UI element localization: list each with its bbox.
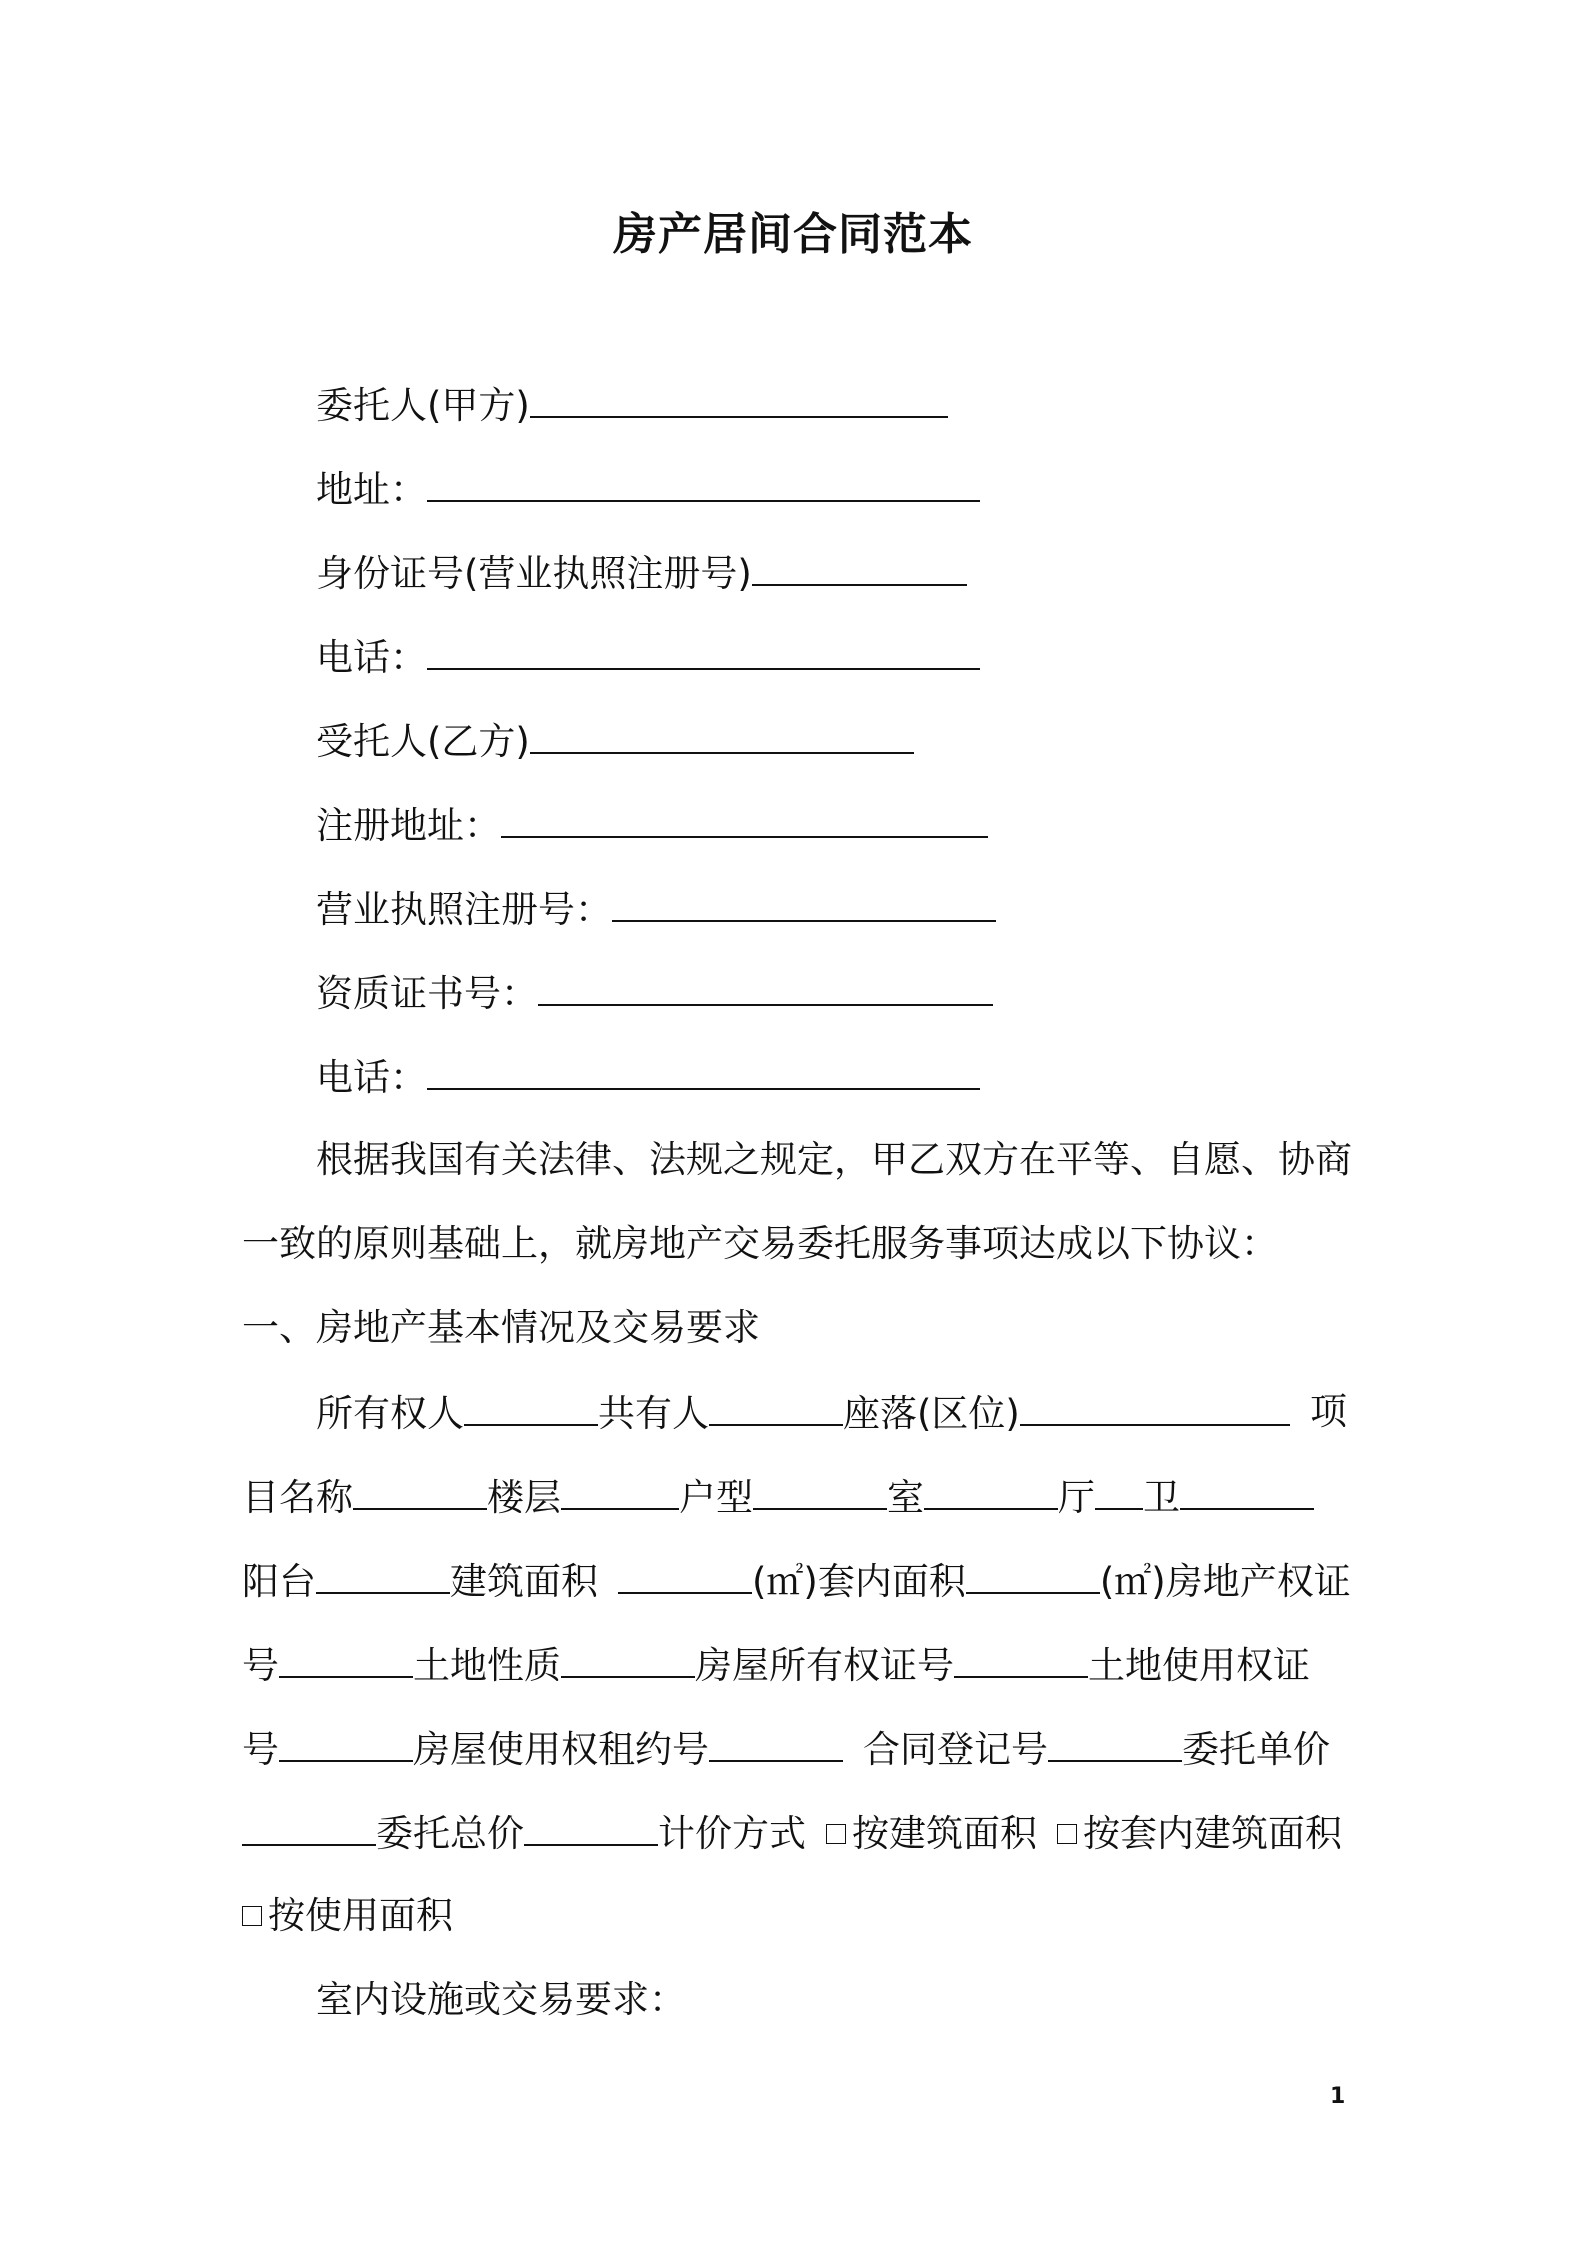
section-1-line-7: [242, 1890, 453, 1942]
inner-area-blank[interactable]: [966, 1554, 1100, 1594]
balcony-blank[interactable]: [316, 1554, 450, 1594]
party-a-address-label: 地址：: [316, 468, 427, 511]
party-b-license-line: [316, 882, 996, 936]
party-a-phone-line: [316, 630, 980, 684]
party-b-line: [316, 714, 914, 768]
unit-price-blank[interactable]: [242, 1806, 376, 1846]
hall-blank[interactable]: [1095, 1470, 1143, 1510]
preamble-line-1: 根据我国有关法律、法规之规定，甲乙双方在平等、自愿、协商: [316, 1138, 1352, 1181]
unit-price-label: 委托单价: [1182, 1728, 1330, 1771]
room-label: 室: [887, 1476, 924, 1519]
building-area-label: 建筑面积: [450, 1560, 598, 1603]
lease-no-label: 房屋使用权租约号: [413, 1728, 709, 1771]
party-b-registered-address-blank[interactable]: [501, 798, 988, 838]
party-a-phone-label: 电话：: [316, 636, 427, 679]
checkbox-by-inner-area[interactable]: [1057, 1824, 1077, 1844]
bath-blank[interactable]: [1180, 1470, 1314, 1510]
checkbox-by-building-area[interactable]: [826, 1824, 846, 1844]
party-a-label: 委托人(甲方): [316, 384, 530, 427]
building-area-unit: (㎡): [752, 1560, 818, 1603]
section-1-line-6: [242, 1806, 1342, 1860]
party-b-qualification-line: [316, 966, 993, 1020]
party-a-id-line: [316, 546, 967, 600]
project-name-label: 目名称: [242, 1476, 353, 1519]
owner-label: 所有权人: [316, 1392, 464, 1435]
land-use-cert-label: 土地使用权证: [1088, 1644, 1310, 1687]
document-title: 房产居间合同范本: [613, 209, 973, 260]
checkbox-by-use-area[interactable]: [242, 1906, 262, 1926]
co-owner-blank[interactable]: [709, 1386, 843, 1426]
building-area-blank[interactable]: [618, 1554, 752, 1594]
section-1-line-5: [242, 1722, 1330, 1776]
section-1-line-4: [242, 1638, 1310, 1692]
party-a-id-label: 身份证号(营业执照注册号): [316, 552, 752, 595]
land-nature-blank[interactable]: [561, 1638, 695, 1678]
land-use-cert-blank[interactable]: [279, 1722, 413, 1762]
section-1-line-3: [242, 1554, 1351, 1608]
location-label: 座落(区位): [843, 1392, 1020, 1435]
party-b-label: 受托人(乙方): [316, 720, 530, 763]
party-a-phone-blank[interactable]: [427, 630, 980, 670]
project-name-a: 项: [1310, 1390, 1347, 1433]
land-nature-label: 土地性质: [413, 1644, 561, 1687]
party-b-registered-address-line: [316, 798, 988, 852]
party-b-blank[interactable]: [530, 714, 914, 754]
option-by-use-area: 按使用面积: [268, 1894, 453, 1937]
section-1-heading: 一、房地产基本情况及交易要求: [242, 1306, 760, 1349]
house-ownership-cert-label: 房屋所有权证号: [695, 1644, 954, 1687]
balcony-label: 阳台: [242, 1560, 316, 1603]
room-blank[interactable]: [924, 1470, 1058, 1510]
facilities-label: 室内设施或交易要求：: [316, 1978, 686, 2021]
section-1-line-2: [242, 1470, 1314, 1524]
hall-label: 厅: [1058, 1476, 1095, 1519]
pricing-method-label: 计价方式: [658, 1812, 806, 1855]
party-b-registered-address-label: 注册地址：: [316, 804, 501, 847]
contract-reg-no-blank[interactable]: [1048, 1722, 1182, 1762]
party-b-phone-line: [316, 1050, 980, 1104]
property-cert-blank[interactable]: [279, 1638, 413, 1678]
floor-label: 楼层: [487, 1476, 561, 1519]
project-name-blank[interactable]: [353, 1470, 487, 1510]
total-price-blank[interactable]: [524, 1806, 658, 1846]
preamble-line-2: 一致的原则基础上，就房地产交易委托服务事项达成以下协议：: [242, 1222, 1278, 1265]
house-ownership-cert-blank[interactable]: [954, 1638, 1088, 1678]
party-b-license-blank[interactable]: [612, 882, 996, 922]
unit-type-blank[interactable]: [753, 1470, 887, 1510]
co-owner-label: 共有人: [598, 1392, 709, 1435]
party-b-qualification-label: 资质证书号：: [316, 972, 538, 1015]
party-a-blank[interactable]: [530, 378, 948, 418]
party-a-address-line: [316, 462, 980, 516]
party-a-id-blank[interactable]: [752, 546, 967, 586]
section-1-line-1: [316, 1386, 1290, 1440]
party-b-license-label: 营业执照注册号：: [316, 888, 612, 931]
property-cert-label-cont: 号: [242, 1644, 279, 1687]
inner-area-unit: (㎡): [1099, 1560, 1166, 1603]
page-number: 1: [1330, 2084, 1346, 2109]
contract-reg-no-label: 合同登记号: [863, 1728, 1048, 1771]
inner-area-label: 套内面积: [817, 1560, 966, 1603]
floor-blank[interactable]: [561, 1470, 679, 1510]
bath-label: 卫: [1143, 1476, 1180, 1519]
owner-blank[interactable]: [464, 1386, 598, 1426]
location-blank[interactable]: [1020, 1386, 1290, 1426]
property-cert-label: 房地产权证: [1165, 1560, 1351, 1603]
total-price-label: 委托总价: [376, 1812, 524, 1855]
party-b-phone-blank[interactable]: [427, 1050, 980, 1090]
option-by-inner-area: 按套内建筑面积: [1083, 1812, 1342, 1855]
party-b-phone-label: 电话：: [316, 1056, 427, 1099]
party-a-address-blank[interactable]: [427, 462, 980, 502]
lease-no-blank[interactable]: [709, 1722, 843, 1762]
party-b-qualification-blank[interactable]: [538, 966, 993, 1006]
option-by-building-area: 按建筑面积: [852, 1812, 1037, 1855]
unit-type-label: 户型: [679, 1476, 753, 1519]
land-use-cert-label-cont: 号: [242, 1728, 279, 1771]
party-a-line: [316, 378, 948, 432]
